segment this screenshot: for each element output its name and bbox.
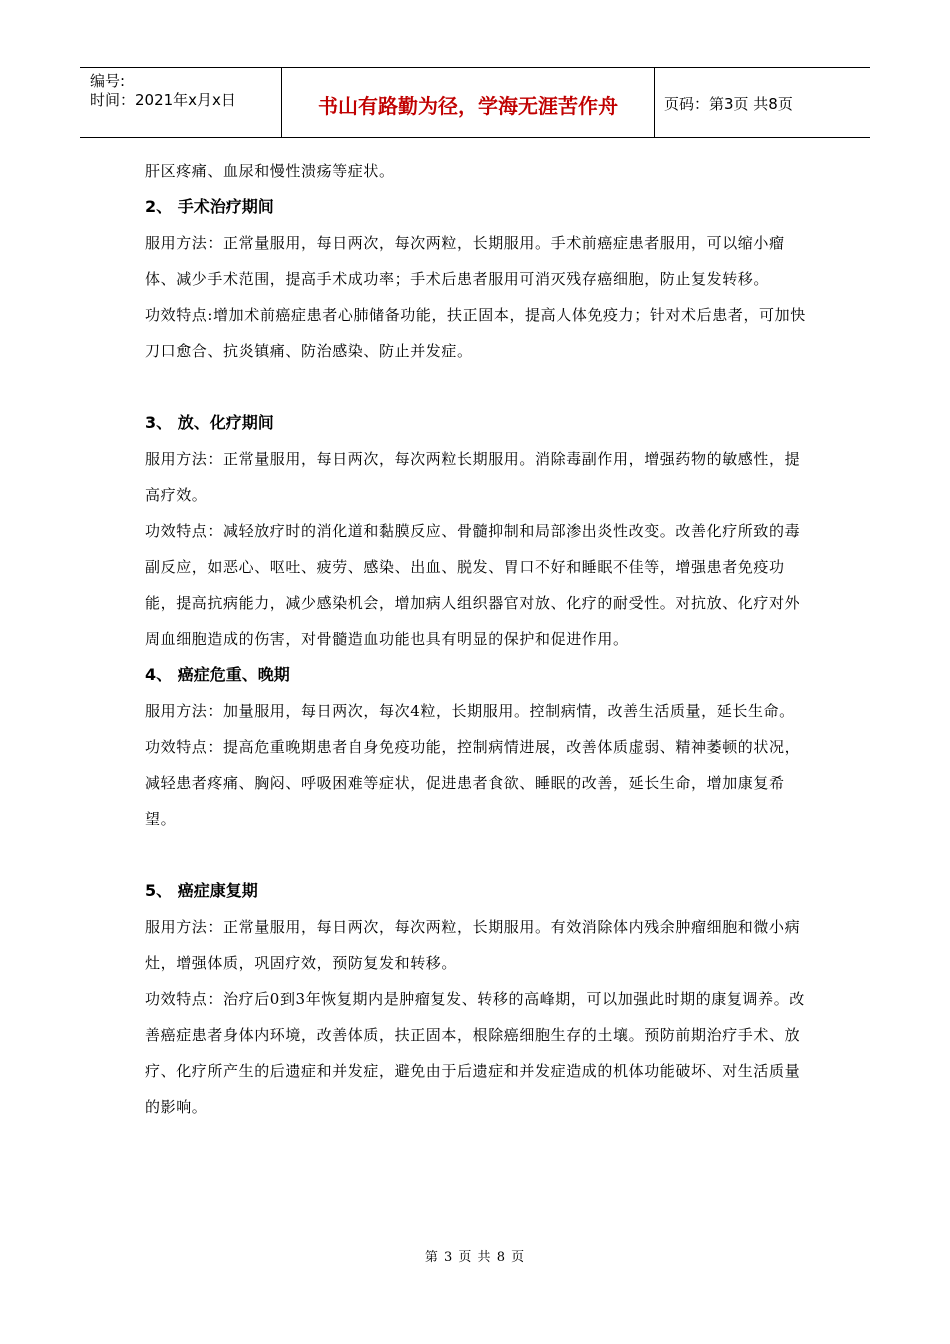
section-effect-paragraph: 功效特点：提高危重晚期患者自身免疫功能，控制病情进展，改善体质虚弱、精神萎顿的状况，减轻患者疼痛、胸闷、呼吸困难等症状，促进患者食欲、睡眠的改善，延长生命，增加康复希望。 bbox=[145, 738, 801, 828]
page-header bbox=[80, 67, 870, 138]
section-heading-late-stage: 4、 癌症危重、晚期 bbox=[145, 665, 290, 684]
page-footer: 第 3 页 共 8 页 bbox=[424, 1250, 526, 1265]
section-effect-paragraph: 功效特点:增加术前癌症患者心肺储备功能，扶正固本，提高人体免疫力；针对术后患者，可加快刀口愈合、抗炎镇痛、防治感染、防止并发症。 bbox=[145, 306, 806, 360]
header-page-info: 页码：第3页 共8页 bbox=[664, 95, 793, 113]
intro-paragraph: 肝区疼痛、血尿和慢性溃疡等症状。 bbox=[145, 162, 395, 180]
document-number-label: 编号: bbox=[90, 72, 126, 90]
section-spacer bbox=[145, 369, 810, 405]
header-motto: 书山有路勤为径，学海无涯苦作舟 bbox=[318, 94, 618, 118]
section-heading-recovery: 5、 癌症康复期 bbox=[145, 881, 258, 900]
document-date: 时间：2021年x月x日 bbox=[90, 91, 236, 109]
header-left-cell bbox=[90, 72, 236, 110]
section-heading-surgery: 2、 手术治疗期间 bbox=[145, 197, 274, 216]
section-spacer bbox=[145, 837, 810, 873]
header-divider-right bbox=[654, 68, 655, 137]
section-usage-paragraph: 服用方法：正常量服用，每日两次，每次两粒，长期服用。手术前癌症患者服用，可以缩小瘤体、减少手术范围，提高手术成功率；手术后患者服用可消灭残存癌细胞，防止复发转移。 bbox=[145, 234, 785, 288]
section-usage-paragraph: 服用方法：正常量服用，每日两次，每次两粒长期服用。消除毒副作用，增强药物的敏感性，提高疗效。 bbox=[145, 450, 801, 504]
section-effect-paragraph: 功效特点：减轻放疗时的消化道和黏膜反应、骨髓抑制和局部渗出炎性改变。改善化疗所致的毒副反应，如恶心、呕吐、疲劳、感染、出血、脱发、胃口不好和睡眠不佳等，增强患者免疫功能，提高抗病能力，减少感染机会，增加病人组织器官对放、化疗的耐受性。对抗放、化疗对外周血细胞造成的伤害，对骨髓造血功能也具有明显的保护和促进作用。 bbox=[145, 522, 801, 648]
header-divider-left bbox=[281, 68, 282, 137]
document-body bbox=[145, 153, 810, 1125]
section-heading-radio-chemo: 3、 放、化疗期间 bbox=[145, 413, 274, 432]
section-usage-paragraph: 服用方法：正常量服用，每日两次，每次两粒，长期服用。有效消除体内残余肿瘤细胞和微小病灶，增强体质，巩固疗效，预防复发和转移。 bbox=[145, 918, 801, 972]
section-usage-paragraph: 服用方法：加量服用，每日两次，每次4粒，长期服用。控制病情，改善生活质量，延长生命。 bbox=[145, 702, 795, 720]
section-effect-paragraph: 功效特点：治疗后0到3年恢复期内是肿瘤复发、转移的高峰期，可以加强此时期的康复调养。改善癌症患者身体内环境，改善体质，扶正固本，根除癌细胞生存的土壤。预防前期治疗手术、放疗、化疗所产生的后遗症和并发症，避免由于后遗症和并发症造成的机体功能破坏、对生活质量的影响。 bbox=[145, 990, 805, 1116]
